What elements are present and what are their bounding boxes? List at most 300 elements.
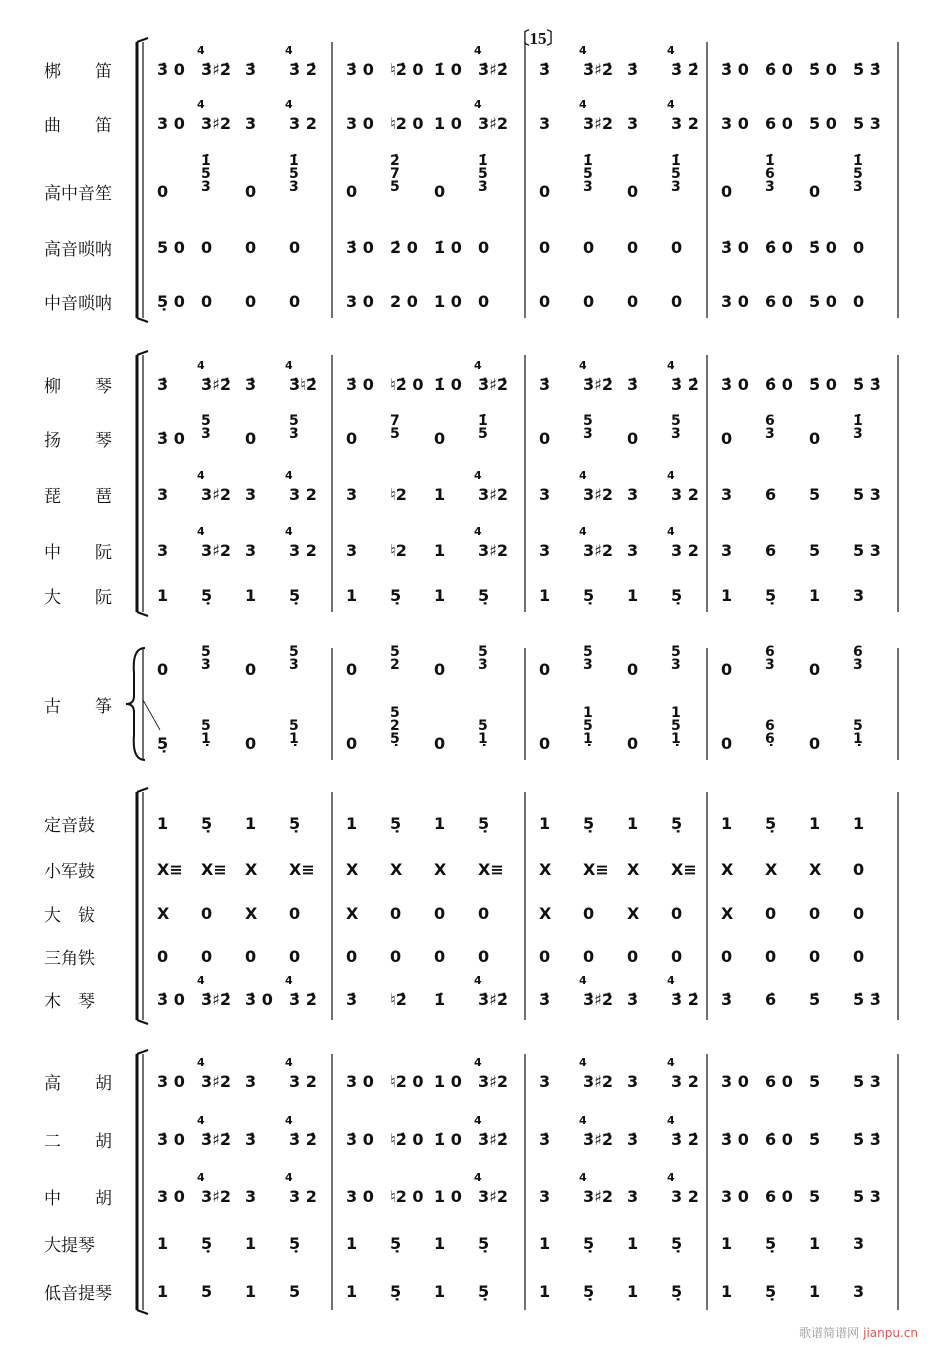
note: 3̇ 0 bbox=[721, 1130, 749, 1149]
grace-note: 4 bbox=[197, 525, 205, 538]
chord-stack: 1̇ 3 bbox=[853, 413, 863, 442]
note: 0 bbox=[809, 660, 821, 679]
note: 3̇♯2̇ bbox=[583, 375, 614, 394]
grace-note: 4 bbox=[285, 1056, 293, 1069]
note: 0 bbox=[671, 292, 683, 311]
note: 3 2 bbox=[671, 114, 699, 133]
note: 3♯2 bbox=[478, 541, 509, 560]
rehearsal-mark: 〔15〕 bbox=[512, 29, 564, 48]
note: 6 0 bbox=[765, 1187, 793, 1206]
grace-note: 4 bbox=[667, 44, 675, 57]
instrument-label: 小军鼓 bbox=[44, 862, 95, 882]
grace-note: 4 bbox=[667, 525, 675, 538]
grace-note: 4 bbox=[474, 525, 482, 538]
grace-note: 4 bbox=[579, 974, 587, 987]
chord-stack: 2̇ 7 5 bbox=[390, 153, 400, 195]
note: 3̇♯2̇ bbox=[583, 990, 614, 1009]
note: 1 0 bbox=[434, 1187, 462, 1206]
note: 3♯2 bbox=[201, 541, 232, 560]
note: 3̇ 0 bbox=[157, 429, 185, 448]
note: 3̇ 0 bbox=[721, 238, 749, 257]
grace-note: 4 bbox=[474, 1056, 482, 1069]
note: 3̇ bbox=[539, 990, 551, 1009]
note: 3̇ bbox=[539, 60, 551, 79]
bracket-bottom-hook bbox=[137, 612, 148, 616]
instrument-label: 扬 琴 bbox=[44, 431, 112, 451]
note: 0 bbox=[157, 947, 169, 966]
instrument-label: 大 钹 bbox=[44, 906, 95, 926]
note: 0 bbox=[478, 947, 490, 966]
note: 1 bbox=[721, 1234, 733, 1253]
grace-note: 4 bbox=[285, 1171, 293, 1184]
note: X bbox=[346, 904, 359, 923]
instrument-label: 二 胡 bbox=[44, 1132, 112, 1152]
instrument-label: 木 琴 bbox=[44, 992, 95, 1012]
note: 0 bbox=[346, 734, 358, 753]
note: 0 bbox=[627, 182, 639, 201]
grace-note: 4 bbox=[285, 1114, 293, 1127]
note: X bbox=[809, 860, 822, 879]
note: 5 3 bbox=[853, 485, 881, 504]
note: 5̣ bbox=[671, 814, 683, 833]
note: 3♯2 bbox=[478, 1072, 509, 1091]
instrument-label: 曲 笛 bbox=[44, 116, 112, 136]
note: 0 bbox=[627, 734, 639, 753]
note: 3̇♯2̇ bbox=[478, 1130, 509, 1149]
note: 0 bbox=[671, 238, 683, 257]
grace-note: 4 bbox=[667, 469, 675, 482]
note: 3̇ bbox=[627, 1130, 639, 1149]
note: 1 bbox=[627, 814, 639, 833]
note: 3 bbox=[627, 485, 639, 504]
chord-stack: 5 1̣ bbox=[201, 718, 211, 747]
grace-note: 4 bbox=[474, 974, 482, 987]
note: 0 bbox=[434, 660, 446, 679]
chord-stack: 1̇ 6 3 bbox=[765, 153, 775, 195]
note: 0 bbox=[478, 904, 490, 923]
note: 0 bbox=[539, 429, 551, 448]
note: 3 bbox=[346, 485, 358, 504]
grace-note: 4 bbox=[285, 98, 293, 111]
note: 3̇♯2̇ bbox=[201, 1130, 232, 1149]
grace-note: 4 bbox=[197, 98, 205, 111]
grace-note: 4 bbox=[197, 974, 205, 987]
note: X bbox=[434, 860, 447, 879]
note: 5̣ bbox=[478, 1234, 490, 1253]
note: 2̇ 0 bbox=[390, 238, 418, 257]
note: 3♯2 bbox=[478, 114, 509, 133]
note: 1̇ bbox=[434, 990, 446, 1009]
note: 3̇ bbox=[157, 375, 169, 394]
instrument-label: 高 胡 bbox=[44, 1074, 112, 1094]
instrument-label: 定音鼓 bbox=[44, 816, 95, 836]
note: 0 bbox=[853, 860, 865, 879]
note: 3 bbox=[539, 114, 551, 133]
instrument-label: 中 胡 bbox=[44, 1189, 112, 1209]
note: 0 bbox=[853, 292, 865, 311]
note: 5 3 bbox=[853, 1187, 881, 1206]
note: 5̣ bbox=[765, 814, 777, 833]
note: 3̇ bbox=[245, 1130, 257, 1149]
note: 1 0 bbox=[434, 1072, 462, 1091]
note: 6 0 bbox=[765, 114, 793, 133]
note: 5 bbox=[809, 1187, 821, 1206]
note: 5̣ bbox=[765, 1234, 777, 1253]
instrument-label: 梆 笛 bbox=[44, 62, 112, 82]
note: 0 bbox=[809, 429, 821, 448]
note: 1 bbox=[434, 485, 446, 504]
grace-note: 4 bbox=[474, 44, 482, 57]
grace-note: 4 bbox=[667, 974, 675, 987]
note: 0 bbox=[721, 182, 733, 201]
note: 3 bbox=[245, 114, 257, 133]
note: X bbox=[765, 860, 778, 879]
note: 3̇ 2̇ bbox=[671, 1130, 699, 1149]
note: 3 bbox=[539, 1187, 551, 1206]
note: 3♯2 bbox=[201, 485, 232, 504]
note: 3̇ 0 bbox=[346, 1130, 374, 1149]
note: 5̣ bbox=[289, 1234, 301, 1253]
note: 3 0 bbox=[346, 1187, 374, 1206]
chord-stack: 6 3 bbox=[765, 413, 775, 442]
note: 3̇♯2̇ bbox=[478, 990, 509, 1009]
note: 1 bbox=[721, 586, 733, 605]
note: 5̣ 0 bbox=[157, 292, 185, 311]
note: 5̇ 3̇ bbox=[853, 375, 881, 394]
guzheng-connector bbox=[143, 700, 160, 730]
chord-stack: 5 3 bbox=[671, 413, 681, 442]
note: 3 0 bbox=[157, 114, 185, 133]
note: 3̇ 0 bbox=[346, 238, 374, 257]
chord-stack: 1 5 1̣ bbox=[583, 705, 593, 747]
note: X bbox=[721, 904, 734, 923]
chord-stack: 5 3 bbox=[201, 644, 211, 673]
note: X bbox=[627, 860, 640, 879]
instrument-label: 琵 琶 bbox=[44, 487, 112, 507]
note: 0 bbox=[627, 660, 639, 679]
note: 5̇ bbox=[809, 990, 821, 1009]
note: 0 bbox=[245, 182, 257, 201]
note: 3 bbox=[627, 541, 639, 560]
note: 3 0 bbox=[721, 1187, 749, 1206]
note: X bbox=[245, 904, 258, 923]
note: 0 bbox=[346, 947, 358, 966]
note: 5̣ bbox=[583, 814, 595, 833]
note: 3 bbox=[721, 485, 733, 504]
note: 3̇ 2̇ bbox=[671, 60, 699, 79]
note: 3̇ 0 bbox=[157, 990, 185, 1009]
note: 3 0 bbox=[346, 1072, 374, 1091]
note: 0 bbox=[245, 292, 257, 311]
note: 3 2 bbox=[289, 485, 317, 504]
note: 0 bbox=[671, 947, 683, 966]
note: 0 bbox=[627, 947, 639, 966]
note: 0 bbox=[289, 292, 301, 311]
grace-note: 4 bbox=[579, 1171, 587, 1184]
note: 1 bbox=[809, 1234, 821, 1253]
note: 3♯2 bbox=[201, 1187, 232, 1206]
note: 3 2 bbox=[289, 541, 317, 560]
note: 5̣ bbox=[157, 734, 169, 753]
note: 3̇ bbox=[627, 990, 639, 1009]
note: 3 bbox=[627, 114, 639, 133]
note: 5 0 bbox=[809, 292, 837, 311]
note: 5̣ bbox=[478, 586, 490, 605]
note: 3 2 bbox=[671, 1187, 699, 1206]
note: 1̇ 0 bbox=[434, 238, 462, 257]
chord-stack: 1̇ 5 3 bbox=[671, 153, 681, 195]
note: X bbox=[539, 860, 552, 879]
note: X≡ bbox=[478, 860, 504, 879]
note: 0 bbox=[434, 429, 446, 448]
note: 0 bbox=[434, 182, 446, 201]
note: 3̇♯2̇ bbox=[478, 60, 509, 79]
grace-note: 4 bbox=[197, 1171, 205, 1184]
grace-note: 4 bbox=[285, 359, 293, 372]
note: 6̇ 0 bbox=[765, 375, 793, 394]
note: 5̣ bbox=[289, 814, 301, 833]
note: 3̇ bbox=[627, 375, 639, 394]
note: 3̇ 0 bbox=[245, 990, 273, 1009]
note: 0 bbox=[627, 292, 639, 311]
note: 0 bbox=[201, 238, 213, 257]
note: 0 bbox=[245, 660, 257, 679]
note: 1 bbox=[721, 814, 733, 833]
grace-note: 4 bbox=[579, 1056, 587, 1069]
note: 0 bbox=[765, 947, 777, 966]
note: 0 bbox=[671, 904, 683, 923]
note: 5̣ bbox=[583, 1282, 595, 1301]
note: X≡ bbox=[289, 860, 315, 879]
note: 1 bbox=[809, 814, 821, 833]
note: 3 bbox=[157, 541, 169, 560]
grace-note: 4 bbox=[197, 469, 205, 482]
note: 1 bbox=[157, 1282, 169, 1301]
chord-stack: 1̇ 5 3 bbox=[478, 153, 488, 195]
note: 5̣ bbox=[765, 586, 777, 605]
note: 0 bbox=[157, 660, 169, 679]
grace-note: 4 bbox=[474, 1171, 482, 1184]
note: 5̇ bbox=[809, 1130, 821, 1149]
note: 6̇ 0 bbox=[765, 1130, 793, 1149]
note: 5̇ 0 bbox=[809, 375, 837, 394]
note: 0 bbox=[809, 904, 821, 923]
note: 1 bbox=[809, 586, 821, 605]
note: 0 bbox=[289, 947, 301, 966]
bracket-bottom-hook bbox=[137, 318, 148, 322]
note: 3̇♯2̇ bbox=[201, 60, 232, 79]
note: 5̣ bbox=[390, 814, 402, 833]
note: 5 bbox=[201, 1282, 213, 1301]
note: 3 0 bbox=[346, 292, 374, 311]
note: 5 bbox=[809, 485, 821, 504]
note: 3 bbox=[627, 1187, 639, 1206]
grace-note: 4 bbox=[667, 1114, 675, 1127]
note: 0 bbox=[434, 734, 446, 753]
note: 6̇ 0 bbox=[765, 60, 793, 79]
note: 0 bbox=[721, 660, 733, 679]
note: 0 bbox=[853, 238, 865, 257]
note: 3̇ 2̇ bbox=[289, 60, 317, 79]
note: 0 bbox=[539, 182, 551, 201]
grace-note: 4 bbox=[474, 359, 482, 372]
chord-stack: 1̇ 5 3 bbox=[853, 153, 863, 195]
grace-note: 4 bbox=[579, 1114, 587, 1127]
note: 3 bbox=[539, 541, 551, 560]
instrument-label: 低音提琴 bbox=[44, 1284, 112, 1304]
note: 3 bbox=[539, 485, 551, 504]
note: 3 2 bbox=[671, 541, 699, 560]
note: 5 3 bbox=[853, 1072, 881, 1091]
note: 3̇ 0 bbox=[157, 60, 185, 79]
note: ♮2̇ 0 bbox=[390, 1130, 424, 1149]
note: 1 bbox=[434, 586, 446, 605]
note: 1 0 bbox=[434, 292, 462, 311]
instrument-label: 大提琴 bbox=[44, 1236, 95, 1256]
note: 3̇ 2̇ bbox=[289, 990, 317, 1009]
note: 1 bbox=[434, 1282, 446, 1301]
note: 1 bbox=[157, 1234, 169, 1253]
note: 6 0 bbox=[765, 1072, 793, 1091]
note: 3̇ 0 bbox=[346, 375, 374, 394]
note: X≡ bbox=[157, 860, 183, 879]
note: 3̇ bbox=[721, 990, 733, 1009]
guzheng-brace bbox=[126, 648, 145, 760]
note: 5̣ bbox=[765, 1282, 777, 1301]
note: 3̇♯2̇ bbox=[583, 1130, 614, 1149]
note: 5 bbox=[809, 541, 821, 560]
note: 0 bbox=[201, 904, 213, 923]
grace-note: 4 bbox=[667, 1171, 675, 1184]
watermark-site: 歌谱简谱网 bbox=[799, 1326, 860, 1340]
bracket-top-hook bbox=[137, 1050, 148, 1054]
note: 3̇ bbox=[245, 375, 257, 394]
note: 0 bbox=[289, 238, 301, 257]
chord-stack: 5 2 bbox=[390, 644, 400, 673]
grace-note: 4 bbox=[197, 1114, 205, 1127]
note: 3 0 bbox=[157, 1072, 185, 1091]
note: 3 0 bbox=[157, 1187, 185, 1206]
note: X bbox=[157, 904, 170, 923]
note: 0 bbox=[245, 238, 257, 257]
note: 3̇ 2̇ bbox=[671, 990, 699, 1009]
chord-stack: 6 3 bbox=[853, 644, 863, 673]
chord-stack: 5 3 bbox=[671, 644, 681, 673]
chord-stack: 6 3 bbox=[765, 644, 775, 673]
note: ♮2 0 bbox=[390, 114, 424, 133]
chord-stack: 1̇ 5 3 bbox=[289, 153, 299, 195]
note: 3̇ bbox=[539, 1130, 551, 1149]
note: 3♯2 bbox=[201, 114, 232, 133]
note: 3̇ 0 bbox=[721, 60, 749, 79]
note: 3̇♯2̇ bbox=[478, 375, 509, 394]
note: 0 bbox=[627, 429, 639, 448]
note: 3̇ 0 bbox=[721, 375, 749, 394]
note: 5̣ bbox=[583, 1234, 595, 1253]
note: 1 bbox=[721, 1282, 733, 1301]
bracket-bottom-hook bbox=[137, 1310, 148, 1314]
note: 1 bbox=[346, 814, 358, 833]
note: 0 bbox=[346, 429, 358, 448]
note: 5̣ bbox=[478, 814, 490, 833]
instrument-label: 高中音笙 bbox=[44, 184, 112, 204]
note: 5̣ bbox=[201, 1234, 213, 1253]
note: ♮2̇ bbox=[390, 990, 407, 1009]
note: 5̣ bbox=[201, 814, 213, 833]
note: 3♯2 bbox=[583, 1072, 614, 1091]
note: 3 bbox=[853, 1282, 865, 1301]
note: 1 bbox=[245, 1282, 257, 1301]
grace-note: 4 bbox=[197, 1056, 205, 1069]
instrument-label: 中 阮 bbox=[44, 543, 112, 563]
instrument-label: 高音唢呐 bbox=[44, 240, 112, 260]
note: 3♯2 bbox=[583, 541, 614, 560]
note: 3̇ 0 bbox=[157, 1130, 185, 1149]
note: 5̇ 3̇ bbox=[853, 1130, 881, 1149]
note: X≡ bbox=[583, 860, 609, 879]
note: 3♯2 bbox=[478, 485, 509, 504]
note: 3̇ 0 bbox=[346, 60, 374, 79]
note: 1 bbox=[539, 586, 551, 605]
instrument-label: 三角铁 bbox=[44, 949, 95, 969]
note: 3 bbox=[245, 541, 257, 560]
note: 6 bbox=[765, 485, 777, 504]
note: 1 bbox=[157, 586, 169, 605]
note: X bbox=[346, 860, 359, 879]
note: 5 0 bbox=[809, 114, 837, 133]
note: 3 bbox=[853, 1234, 865, 1253]
note: 1 bbox=[346, 586, 358, 605]
note: 1 bbox=[539, 1234, 551, 1253]
grace-note: 4 bbox=[474, 98, 482, 111]
note: 0 bbox=[583, 904, 595, 923]
chord-stack: 5 1̣ bbox=[478, 718, 488, 747]
chord-stack: 5 2 5̣ bbox=[390, 705, 400, 747]
bracket-top-hook bbox=[137, 351, 148, 355]
note: 0 bbox=[583, 292, 595, 311]
note: 3̇ bbox=[245, 60, 257, 79]
note: 3 bbox=[245, 1072, 257, 1091]
instrument-label: 中音唢呐 bbox=[44, 294, 112, 314]
note: 3 bbox=[346, 541, 358, 560]
note: 0 bbox=[390, 904, 402, 923]
note: 0 bbox=[346, 182, 358, 201]
note: 1 bbox=[245, 814, 257, 833]
note: 5̣ bbox=[390, 586, 402, 605]
note: 0 bbox=[809, 182, 821, 201]
note: 5 bbox=[289, 1282, 301, 1301]
note: 0 bbox=[434, 947, 446, 966]
note: 1 0 bbox=[434, 114, 462, 133]
note: 5̇ 0 bbox=[809, 60, 837, 79]
note: 0 bbox=[539, 947, 551, 966]
note: 0 bbox=[809, 947, 821, 966]
note: 5 3 bbox=[853, 541, 881, 560]
note: 1 bbox=[809, 1282, 821, 1301]
note: 6 0 bbox=[765, 292, 793, 311]
instrument-label: 大 阮 bbox=[44, 588, 112, 608]
note: 5̇ 3̇ bbox=[853, 60, 881, 79]
chord-stack: 5 3 bbox=[583, 413, 593, 442]
note: 3 bbox=[721, 541, 733, 560]
chord-stack: 6 6̣ bbox=[765, 718, 775, 747]
note: 3̇ bbox=[627, 60, 639, 79]
watermark bbox=[799, 1324, 918, 1341]
note: 0 bbox=[853, 904, 865, 923]
note: 6 bbox=[765, 541, 777, 560]
note: 3 2 bbox=[289, 114, 317, 133]
chord-stack: 5 3 bbox=[478, 644, 488, 673]
